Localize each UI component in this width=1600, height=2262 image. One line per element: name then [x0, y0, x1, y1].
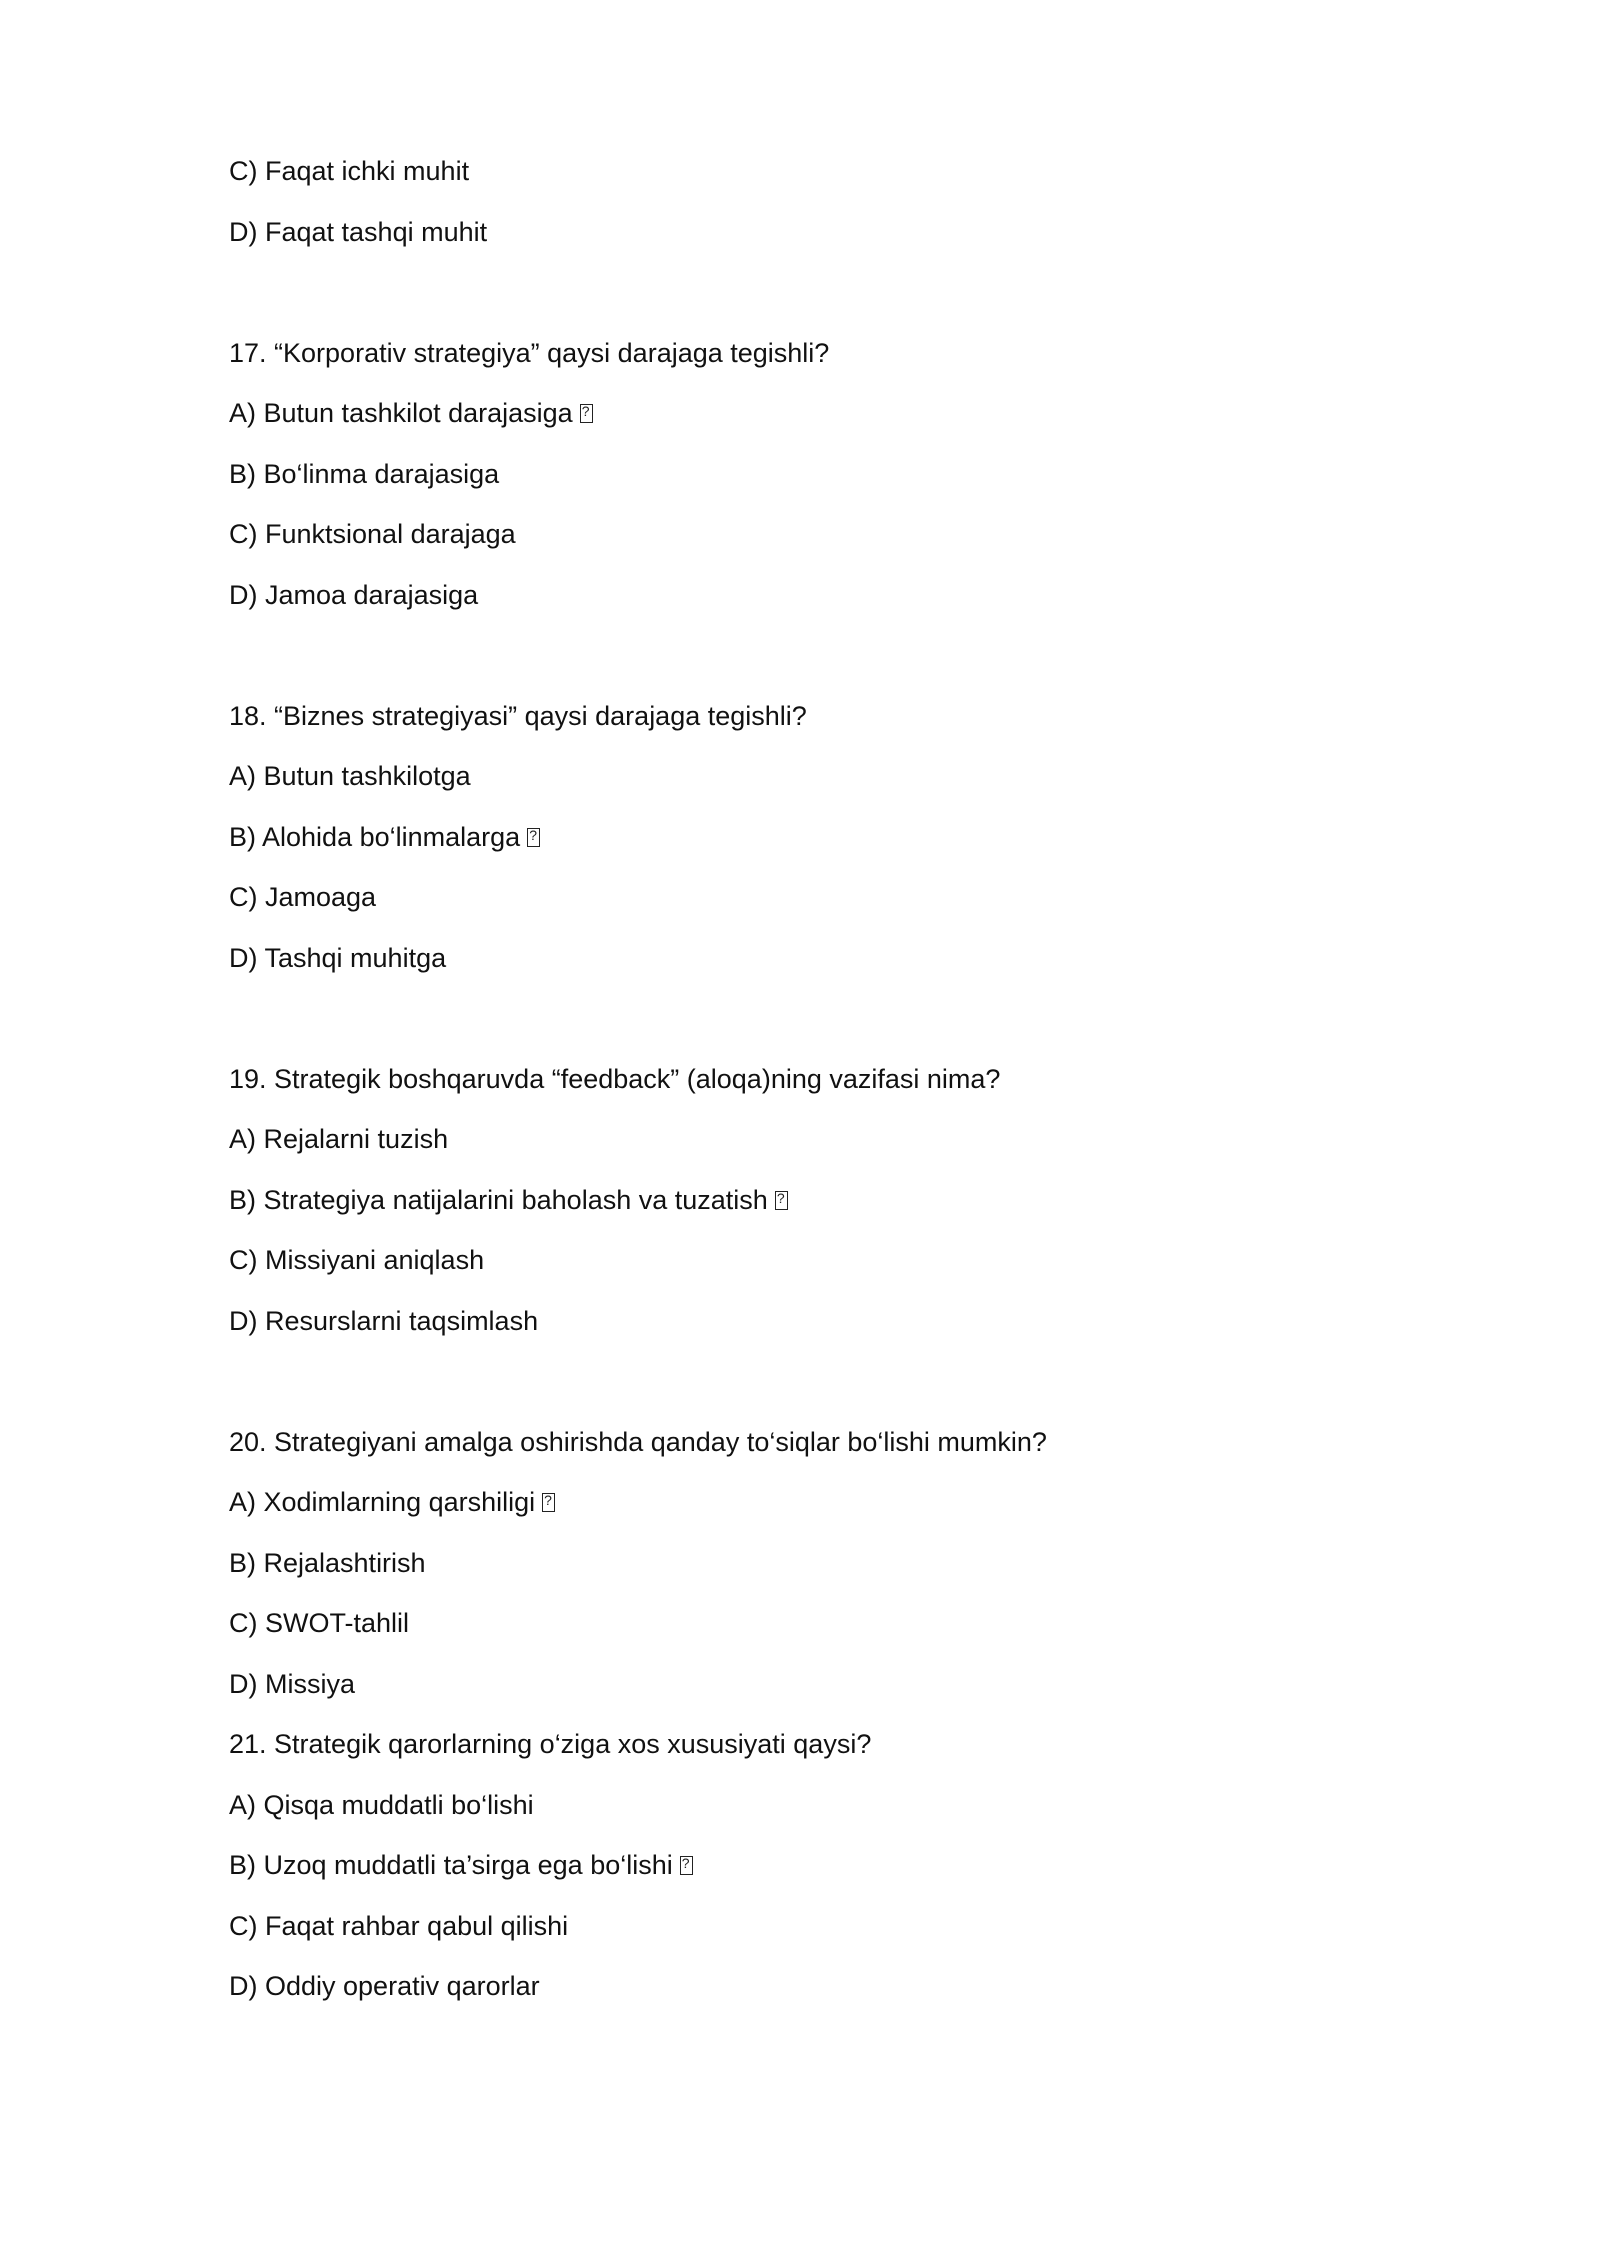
option-text: D) Faqat tashqi muhit — [229, 216, 488, 247]
missing-glyph-box-icon — [775, 1191, 788, 1210]
option-text — [229, 1483, 1600, 1544]
question-text: 18. “Biznes strategiyasi” qaysi darajaga tegishli? — [229, 700, 807, 731]
spacer — [229, 1362, 1600, 1423]
missing-glyph-box-icon — [527, 828, 540, 847]
option-text: A) Qisqa muddatli bo‘lishi — [229, 1789, 534, 1820]
option-text: C) Funktsional darajaga — [229, 519, 516, 549]
spacer — [229, 636, 1600, 697]
option-label: A) Butun tashkilot darajasiga — [229, 398, 573, 428]
option-text: D) Resurslarni taqsimlash — [229, 1305, 539, 1336]
option-label: A) Xodimlarning qarshiligi — [229, 1487, 536, 1517]
option-text: C) Faqat ichki muhit — [229, 156, 470, 186]
option-text: A) Butun tashkilotga — [229, 761, 471, 791]
option-text: B) Rejalashtirish — [229, 1547, 426, 1578]
option-text: C) SWOT-tahlil — [229, 1608, 410, 1638]
option-text — [229, 394, 1600, 455]
option-text: C) Jamoaga — [229, 882, 377, 912]
option-text: A) Rejalarni tuzish — [229, 1124, 449, 1154]
option-text — [229, 818, 1600, 879]
question-text: 20. Strategiyani amalga oshirishda qanday to‘siqlar bo‘lishi mumkin? — [229, 1426, 1047, 1457]
spacer — [229, 273, 1600, 334]
option-text — [229, 1181, 1600, 1242]
option-label: B) Uzoq muddatli ta’sirga ega bo‘lishi — [229, 1850, 673, 1880]
option-text: C) Missiyani aniqlash — [229, 1245, 485, 1275]
option-text — [229, 1846, 1600, 1907]
option-label: B) Alohida bo‘linmalarga — [229, 821, 521, 852]
option-text: D) Missiya — [229, 1668, 355, 1699]
option-text: C) Faqat rahbar qabul qilishi — [229, 1910, 569, 1941]
missing-glyph-box-icon — [542, 1493, 555, 1512]
option-text: D) Jamoa darajasiga — [229, 579, 479, 610]
missing-glyph-box-icon — [680, 1856, 693, 1875]
question-text: 21. Strategik qarorlarning o‘ziga xos xususiyati qaysi? — [229, 1729, 872, 1759]
question-text: 19. Strategik boshqaruvda “feedback” (aloqa)ning vazifasi nima? — [229, 1063, 1001, 1094]
option-text: D) Tashqi muhitga — [229, 942, 447, 973]
option-label: B) Strategiya natijalarini baholash va tuzatish — [229, 1184, 768, 1215]
option-text: D) Oddiy operativ qarorlar — [229, 1971, 540, 2001]
missing-glyph-box-icon — [580, 404, 593, 423]
option-text: B) Bo‘linma darajasiga — [229, 458, 500, 489]
spacer — [229, 999, 1600, 1060]
question-text: 17. “Korporativ strategiya” qaysi darajaga tegishli? — [229, 337, 830, 368]
